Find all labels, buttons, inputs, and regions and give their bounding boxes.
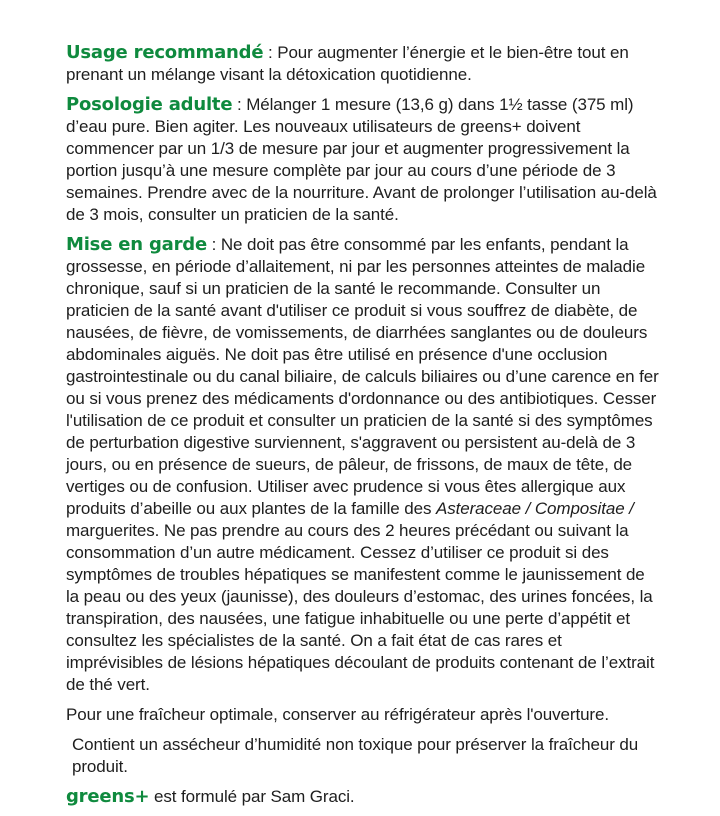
mise-en-garde-body-before-italic: Ne doit pas être consommé par les enfants, pendant la grossesse, en période d’allaitement, ni par les personnes atteintes de maladie chronique, sauf si un praticien de la santé le recommande. Consulter un praticien de la santé avant d'utiliser ce produit si vous souffrez de diabète, de nausées, de fièvre, de vomissements, de diarrhées sanglantes ou de douleurs abdominales aiguës. Ne doit pas être utilisé en présence d'une occlusion gastrointestinale ou du canal biliaire, de calculs biliaires ou d’une carence en fer ou si vous prenez des médicaments d'ordonnance ou des antibiotiques. Cesser l'utilisation de ce produit et consulter un praticien de la santé si des symptômes de perturbation digestive surviennent, s'aggravent ou persistent au-delà de 3 jours, ou en présence de sueurs, de pâleur, de frissons, de maux de tête, de vertiges ou de confusion. Utiliser avec prudence si vous êtes allergique aux produits d’abeille ou aux plantes de la famille des [66,235,659,518]
posologie-adulte-separator: : [232,95,247,114]
paragraph-fraicheur [66,704,660,726]
posologie-adulte-heading: Posologie adulte [66,94,233,115]
paragraph-assecheur [66,734,660,778]
formule-body: est formulé par Sam Graci. [154,787,355,806]
paragraph-formule [66,786,660,808]
mise-en-garde-heading: Mise en garde [66,234,207,255]
mise-en-garde-separator: : [206,235,221,254]
greens-plus-wordmark: greens+ [66,786,150,807]
paragraph-mise-en-garde [66,234,660,696]
mise-en-garde-latin-names: Asteraceae / Compositae / [435,499,634,518]
label-text-block [66,42,660,816]
posologie-adulte-body: Mélanger 1 mesure (13,6 g) dans 1½ tasse (375 ml) d’eau pure. Bien agiter. Les nouveaux utilisateurs de greens+ doivent commencer par un 1/3 de mesure par jour et augmenter progressivement la portion jusqu’à une mesure complète par jour au cours d’une période de 3 semaines. Prendre avec de la nourriture. Avant de prolonger l’utilisation au-delà de 3 mois, consulter un praticien de la santé. [66,95,657,224]
assecheur-body: Contient un assécheur d’humidité non toxique pour préserver la fraîcheur du produit. [72,735,639,776]
usage-recommande-separator: : [263,43,278,62]
paragraph-posologie-adulte [66,94,660,226]
paragraph-usage-recommande [66,42,660,86]
usage-recommande-body: Pour augmenter l’énergie et le bien-être tout en prenant un mélange visant la détoxication quotidienne. [66,43,629,84]
usage-recommande-heading: Usage recommandé [66,42,264,63]
mise-en-garde-body-after-italic: marguerites. Ne pas prendre au cours des 2 heures précédant ou suivant la consommation d’un autre médicament. Cessez d’utiliser ce produit si des symptômes de troubles hépatiques se manifestent comme le jaunissement de la peau ou des yeux (jaunisse), des douleurs d’estomac, des urines foncées, la transpiration, des nausées, une fatigue inhabituelle ou une perte d’appétit et consultez les spécialistes de la santé. On a fait état de cas rares et imprévisibles de lésions hépatiques découlant de produits contenant de l’extrait de thé vert. [66,521,655,694]
fraicheur-body: Pour une fraîcheur optimale, conserver au réfrigérateur après l'ouverture. [66,705,609,724]
